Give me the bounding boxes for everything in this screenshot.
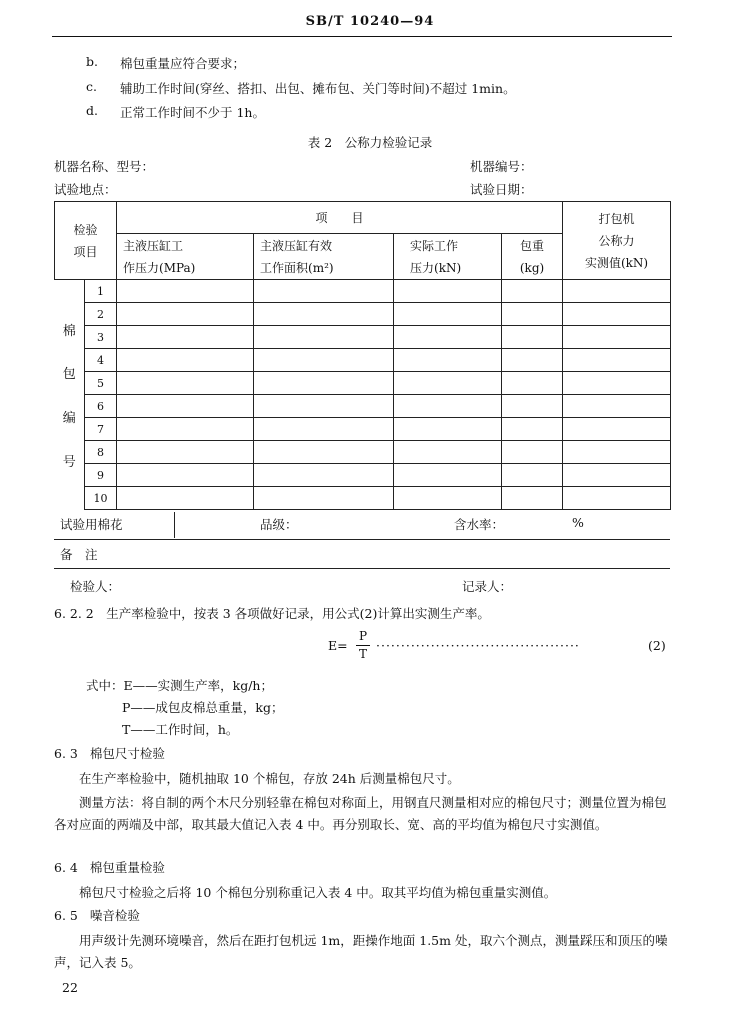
row-number: 10 [85,487,117,510]
list-item-label: b. [86,54,98,69]
table-cell [117,280,254,303]
table-cell [502,349,563,372]
formula-fraction [356,630,370,661]
check-item-header-line: 检验 [73,222,98,237]
divider [174,512,175,538]
formula-numerator: P [358,629,368,643]
machine-number-field: 机器编号： [470,159,533,174]
section-6-2-2-text: 6. 2. 2 生产率检验中，按表 3 各项做好记录，用公式(2)计算出实测生产率。 [54,606,490,621]
table-cell [394,326,502,349]
table-cell [563,487,671,510]
table-cell [563,464,671,487]
test-cotton-label: 试验用棉花 [60,517,123,532]
bale-label-char: 棉 [62,323,76,339]
table-cell [563,372,671,395]
bale-label-char: 号 [62,454,76,470]
column-header [117,234,254,280]
grade-label: 品级： [260,517,298,532]
page-number: 22 [62,980,78,995]
table-cell [563,303,671,326]
remarks-label: 备 注 [60,547,98,562]
section-number: 6. 4 [54,860,78,875]
column-header-line: 工作面积(m²) [260,260,334,275]
row-number: 2 [85,303,117,326]
table-row [55,395,671,418]
list-item-text: 正常工作时间不少于 1h。 [120,105,265,120]
table-cell [563,280,671,303]
table-row [55,349,671,372]
formula-number: (2) [648,638,666,653]
test-place-field: 试验地点： [54,182,117,197]
column-header-line: 主液压缸工 [123,238,184,253]
column-header [254,234,394,280]
column-header-line: 作压力(MPa) [123,260,196,275]
table-row [55,303,671,326]
column-header-line: (kg) [519,260,545,275]
section-number: 6. 5 [54,908,78,923]
item-group-header: 项 目 [117,202,563,234]
table-row [55,280,671,303]
percent-unit: % [572,515,584,530]
table-row [55,372,671,395]
bale-label-char: 编 [62,411,76,427]
recorder-field: 记录人： [462,579,513,594]
row-number: 8 [85,441,117,464]
column-header-line: 包重 [520,238,545,253]
formula-leader-dots: ········································· [376,638,580,653]
table-cell [254,441,394,464]
table-cell [502,395,563,418]
inspector-field: 检验人： [70,579,121,594]
table-cell [254,280,394,303]
nominal-force-header-line: 公称力 [598,233,635,248]
section-heading [54,744,165,762]
divider [54,539,670,540]
table-cell [502,303,563,326]
table-cell [254,487,394,510]
table-cell [563,349,671,372]
table-cell [563,441,671,464]
table-cell [394,441,502,464]
nominal-force-header [563,202,671,280]
column-header [394,234,502,280]
check-item-header-line: 项目 [73,244,98,259]
table-cell [117,464,254,487]
paragraph: 在生产率检验中，随机抽取 10 个棉包，存放 24h 后测量棉包尺寸。 [79,771,460,786]
table-header-row [55,202,671,234]
table-cell [563,395,671,418]
table-cell [254,349,394,372]
paragraph: 棉包尺寸检验之后将 10 个棉包分别称重记入表 4 中。取其平均值为棉包重量实测值。 [79,885,557,900]
column-header-line: 压力(kN) [410,260,462,275]
section-heading [54,858,165,876]
row-number: 6 [85,395,117,418]
row-number: 4 [85,349,117,372]
row-number: 5 [85,372,117,395]
fraction-bar [356,645,370,646]
table-cell [502,487,563,510]
table-cell [117,441,254,464]
row-number: 1 [85,280,117,303]
bale-number-label [55,280,85,510]
standard-code-header: SB/T 10240—94 [305,14,435,29]
table-cell [502,464,563,487]
row-number: 9 [85,464,117,487]
table-row [55,326,671,349]
formula-denominator: T [358,647,367,661]
machine-name-field: 机器名称、型号： [54,159,155,174]
table-row [55,418,671,441]
section-title: 棉包重量检验 [89,860,165,875]
table-cell [254,418,394,441]
section-number: 6. 3 [54,746,78,761]
nominal-force-header-line: 实测值(kN) [584,255,649,270]
row-number: 7 [85,418,117,441]
table-cell [502,418,563,441]
table-cell [394,395,502,418]
column-header-line: 主液压缸有效 [260,238,333,253]
section-title: 棉包尺寸检验 [89,746,165,761]
table-row [55,464,671,487]
table-cell [563,418,671,441]
column-header-line: 实际工作 [410,238,459,253]
table-cell [394,418,502,441]
table-cell [394,464,502,487]
table-cell [563,326,671,349]
table-cell [117,395,254,418]
table-cell [117,487,254,510]
table-cell [502,280,563,303]
row-number: 3 [85,326,117,349]
paragraph: 测量方法：将自制的两个木尺分别轻靠在棉包对称面上，用钢直尺测量相对应的棉包尺寸；测量位置为棉包各对应面的两端及中部，取其最大值记入表 4 中。再分别取长、宽、高的平均值为棉包尺寸实测值。 [54,795,667,832]
table-cell [394,487,502,510]
table-title: 表 2 公称力检验记录 [307,135,433,150]
section-title: 噪音检验 [89,908,140,923]
list-item-label: d. [86,103,98,118]
table-cell [254,395,394,418]
table-cell [502,372,563,395]
nominal-force-header-line: 打包机 [598,211,635,226]
header-rule [52,36,672,37]
test-date-field: 试验日期： [470,182,533,197]
moisture-label: 含水率： [454,517,505,532]
table-cell [394,349,502,372]
formula-variable: P——成包皮棉总重量，kg； [122,700,284,715]
divider [54,568,670,569]
table-cell [502,441,563,464]
table-row [55,487,671,510]
table-cell [254,372,394,395]
cotton-info-block [54,509,670,569]
table-cell [117,326,254,349]
formula-variable: 式中：E——实测生产率，kg/h； [86,678,273,693]
table-cell [394,372,502,395]
list-item-label: c. [86,79,97,94]
list-item-text: 辅助工作时间(穿丝、搭扣、出包、摊布包、关门等时间)不超过 1min。 [120,81,516,96]
table-cell [254,303,394,326]
paragraph: 用声级计先测环境噪音，然后在距打包机远 1m，距操作地面 1.5m 处，取六个测点，测量踩压和顶压的噪声，记入表 5。 [54,933,668,970]
nominal-force-record-table [54,201,671,510]
table-cell [254,464,394,487]
table-cell [394,280,502,303]
table-cell [254,326,394,349]
table-cell [117,418,254,441]
table-cell [117,372,254,395]
table-cell [502,326,563,349]
table-row [55,441,671,464]
table-cell [394,303,502,326]
table-cell [117,349,254,372]
check-item-header [55,202,117,280]
list-item-text: 棉包重量应符合要求； [120,56,246,71]
formula-variable: T——工作时间，h。 [122,722,239,737]
bale-label-char: 包 [62,367,76,383]
column-header [502,234,563,280]
section-heading [54,906,140,924]
formula-lhs: E= [328,638,348,653]
table-cell [117,303,254,326]
